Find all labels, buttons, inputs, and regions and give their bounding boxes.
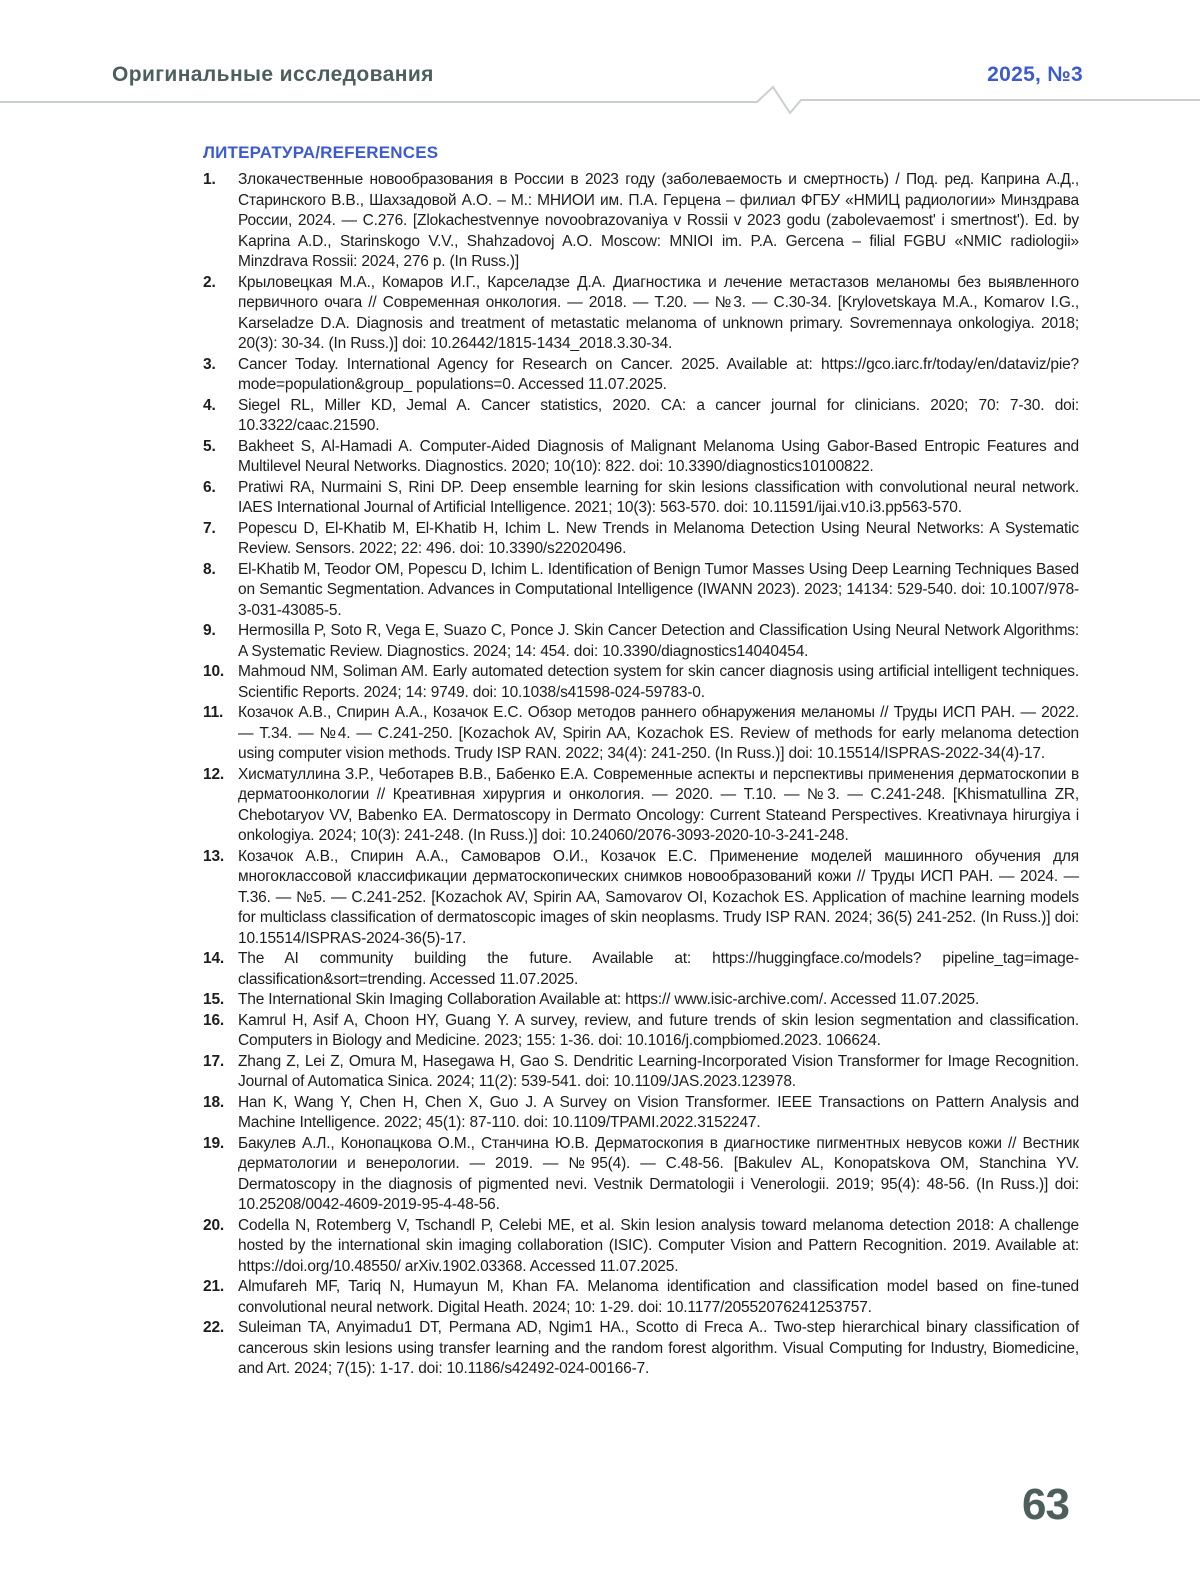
reference-item [203, 949, 1079, 990]
reference-number: 1. [203, 171, 216, 188]
reference-text: Siegel RL, Miller KD, Jemal A. Cancer statistics, 2020. CA: a cancer journal for clinicians. 2020; 70: 7-30. doi: 10.3322/caac.21590. [238, 396, 1079, 434]
reference-text: Zhang Z, Lei Z, Omura M, Hasegawa H, Gao S. Dendritic Learning-Incorporated Vision Transformer for Image Recognition. Journal of Automatica Sinica. 2024; 11(2): 539-541. doi: 10.1109/JAS.2023.123978. [238, 1052, 1079, 1090]
reference-number: 20. [203, 1216, 225, 1234]
reference-number: 10. [203, 663, 225, 680]
references-heading: ЛИТЕРАТУРА/REFERENCES [203, 143, 439, 162]
reference-text: Злокачественные новообразования в России в 2023 году (заболеваемость и смертность) / Под. ред. Каприна А.Д., Старинского В.В., Шахзадовой А.О. – М.: МНИОИ им. П.А. Герцена – филиал ФГБУ «НМИЦ радиологии» Минздрава России, 2024. — С.276. [Zlokachestvennye novoobrazovaniya v Rossii v 2023 godu (zabolevaemost' i smertnost'). Ed. by Kaprina A.D., Starinskogo V.V., Shahzadovoj A.O. Moscow: MNIOI im. P.A. Gercena – filial FGBU «NMIC radiologii» Minzdrava Rossii: 2024, 276 p. (In Russ.)] [238, 171, 1079, 270]
reference-number: 15. [203, 991, 225, 1008]
reference-text: Крыловецкая М.А., Комаров И.Г., Карселадзе Д.А. Диагностика и лечение метастазов меланомы без выявленного первичного очага // Современная онкология. — 2018. — Т.20. — №3. — С.30-34. [Krylovetskaya M.A., Komarov I.G., Karseladze D.A. Diagnosis and treatment of metastatic melanoma of unknown primary. Sovremennaya onkologiya. 2018; 20(3): 30-34. (In Russ.)] doi: 10.26442/1815-1434_2018.3.30-34. [238, 273, 1079, 352]
reference-item [203, 847, 1079, 950]
page-number: 63 [1022, 1480, 1069, 1529]
reference-item [203, 170, 1079, 273]
reference-number: 18. [203, 1093, 225, 1111]
reference-item [203, 396, 1079, 437]
reference-number: 6. [203, 478, 216, 496]
reference-item [203, 355, 1079, 396]
reference-text: Suleiman TA, Anyimadu1 DT, Permana AD, Ngim1 HA., Scotto di Freca A.. Two-step hierarchical binary classification of cancerous skin lesions using transfer learning and the random forest algorithm. Visual Computing for Industry, Biomedicine, and Art. 2024; 7(15): 1-17. doi: 10.1186/s42492-024-00166-7. [238, 1319, 1079, 1377]
reference-text: El-Khatib M, Teodor OM, Popescu D, Ichim L. Identification of Benign Tumor Masses Using Deep Learning Techniques Based on Semantic Segmentation. Advances in Computational Intelligence (IWANN 2023). 2023; 14134: 529-540. doi: 10.1007/978-3-031-43085-5. [238, 560, 1079, 619]
reference-number: 2. [203, 273, 216, 291]
reference-number: 9. [203, 622, 216, 639]
reference-text: Cancer Today. International Agency for Research on Cancer. 2025. Available at: https://gco.iarc.fr/today/en/dataviz/pie?mode=population&group_ populations=0. Accessed 11.07.2025. [238, 355, 1079, 393]
reference-number: 16. [203, 1011, 225, 1029]
reference-text: Хисматуллина З.Р., Чеботарев В.В., Бабенко Е.А. Современные аспекты и перспективы применения дерматоскопии в дерматоонкологии // Креативная хирургия и онкология. — 2020. — Т.10. — №3. — С.241-248. [Khismatullina ZR, Chebotaryov VV, Babenko EA. Dermatoscopy in Dermato Oncology: Current Stateand Perspectives. Kreativnaya hirurgiya i onkologiya. 2024; 10(3): 241-248. (In Russ.)] doi: 10.24060/2076-3093-2020-10-3-241-248. [238, 765, 1079, 844]
references-section [203, 143, 1079, 1380]
reference-text: The International Skin Imaging Collaboration Available at: https:// www.isic-archive.com/. Accessed 11.07.2025. [238, 991, 980, 1008]
reference-text: Bakheet S, Al-Hamadi A. Computer-Aided Diagnosis of Malignant Melanoma Using Gabor-Based Entropic Features and Multilevel Neural Networks. Diagnostics. 2020; 10(10): 822. doi: 10.3390/diagnostics10100822. [238, 437, 1079, 475]
reference-number: 7. [203, 519, 216, 537]
reference-item [203, 1052, 1079, 1093]
reference-number: 22. [203, 1319, 225, 1336]
reference-item [203, 437, 1079, 478]
reference-item [203, 519, 1079, 560]
journal-section-title: Оригинальные исследования [112, 63, 434, 86]
reference-number: 14. [203, 950, 225, 967]
reference-number: 12. [203, 765, 225, 783]
reference-number: 8. [203, 560, 216, 578]
reference-text: Kamrul H, Asif A, Choon HY, Guang Y. A survey, review, and future trends of skin lesion segmentation and classification. Computers in Biology and Medicine. 2023; 155: 1-36. doi: 10.1016/j.compbiomed.2023. 106624. [238, 1011, 1079, 1049]
reference-item [203, 273, 1079, 355]
reference-text: Han K, Wang Y, Chen H, Chen X, Guo J. A Survey on Vision Transformer. IEEE Transactions on Pattern Analysis and Machine Intelligence. 2022; 45(1): 87-110. doi: 10.1109/TPAMI.2022.3152247. [238, 1093, 1079, 1131]
reference-item [203, 1011, 1079, 1052]
reference-item [203, 1318, 1079, 1380]
reference-item [203, 703, 1079, 765]
reference-number: 11. [203, 704, 224, 721]
reference-item [203, 478, 1079, 519]
reference-text: Козачок А.В., Спирин А.А., Козачок Е.С. Обзор методов раннего обнаружения меланомы // Труды ИСП РАН. — 2022. — Т.34. — №4. — С.241-250. [Kozachok AV, Spirin AA, Kozachok ES. Review of methods for early melanoma detection using computer vision methods. Trudy ISP RAN. 2022; 34(4): 241-250. (In Russ.)] doi: 10.15514/ISPRAS-2022-34(4)-17. [238, 704, 1079, 762]
issue-label: 2025, №3 [987, 63, 1083, 86]
reference-number: 4. [203, 396, 216, 414]
reference-item [203, 662, 1079, 703]
reference-item [203, 1277, 1079, 1318]
reference-number: 19. [203, 1134, 225, 1152]
reference-number: 5. [203, 437, 216, 455]
reference-text: Бакулев А.Л., Конопацкова О.М., Станчина Ю.В. Дерматоскопия в диагностике пигментных невусов кожи // Вестник дерматологии и венерологии. — 2019. — №95(4). — С.48-56. [Bakulev AL, Konopatskova OM, Stanchina YV. Dermatoscopy in the diagnosis of pigmented nevi. Vestnik Dermatologii i Venerologii. 2019; 95(4): 48-56. (In Russ.)] doi: 10.25208/0042-4609-2019-95-4-48-56. [238, 1134, 1079, 1213]
reference-number: 13. [203, 847, 225, 865]
reference-item [203, 765, 1079, 847]
reference-number: 3. [203, 355, 216, 373]
reference-item [203, 560, 1079, 622]
reference-number: 21. [203, 1278, 225, 1295]
reference-text: Popescu D, El-Khatib M, El-Khatib H, Ichim L. New Trends in Melanoma Detection Using Neural Networks: A Systematic Review. Sensors. 2022; 22: 496. doi: 10.3390/s22020496. [238, 519, 1079, 557]
reference-text: Almufareh MF, Tariq N, Humayun M, Khan FA. Melanoma identification and classification model based on fine-tuned convolutional neural network. Digital Heath. 2024; 10: 1-29. doi: 10.1177/20552076241253757. [238, 1278, 1079, 1316]
reference-text: Codella N, Rotemberg V, Tschandl P, Celebi ME, et al. Skin lesion analysis toward melanoma detection 2018: A challenge hosted by the international skin imaging collaboration (ISIC). Computer Vision and Pattern Recognition. 2019. Available at: https://doi.org/10.48550/ arXiv.1902.03368. Accessed 11.07.2025. [238, 1216, 1079, 1275]
reference-text: Pratiwi RA, Nurmaini S, Rini DP. Deep ensemble learning for skin lesions classification with convolutional neural network. IAES International Journal of Artificial Intelligence. 2021; 10(3): 563-570. doi: 10.11591/ijai.v10.i3.pp563-570. [238, 478, 1079, 516]
reference-text: The AI community building the future. Available at: https://huggingface.co/models? pipeline_tag=image-classification&sort=trending. Accessed 11.07.2025. [238, 950, 1079, 988]
reference-text: Hermosilla P, Soto R, Vega E, Suazo C, Ponce J. Skin Cancer Detection and Classification Using Neural Network Algorithms: A Systematic Review. Diagnostics. 2024; 14: 454. doi: 10.3390/diagnostics14040454. [238, 622, 1079, 660]
reference-item [203, 1216, 1079, 1278]
reference-item [203, 621, 1079, 662]
reference-text: Mahmoud NM, Soliman AM. Early automated detection system for skin cancer diagnosis using artificial intelligent techniques. Scientific Reports. 2024; 14: 9749. doi: 10.1038/s41598-024-59783-0. [238, 663, 1079, 701]
reference-item [203, 1134, 1079, 1216]
reference-number: 17. [203, 1052, 225, 1070]
reference-item [203, 990, 1079, 1011]
reference-text: Козачок А.В., Спирин А.А., Самоваров О.И., Козачок Е.С. Применение моделей машинного обучения для многоклассовой классификации дерматоскопических снимков новообразований кожи // Труды ИСП РАН. — 2024. — Т.36. — №5. — С.241-252. [Kozachok AV, Spirin AA, Samovarov OI, Kozachok ES. Application of machine learning models for multiclass classification of dermatoscopic images of skin neoplasms. Trudy ISP RAN. 2024; 36(5) 241-252. (In Russ.)] doi: 10.15514/ISPRAS-2024-36(5)-17. [238, 847, 1079, 947]
reference-item [203, 1093, 1079, 1134]
